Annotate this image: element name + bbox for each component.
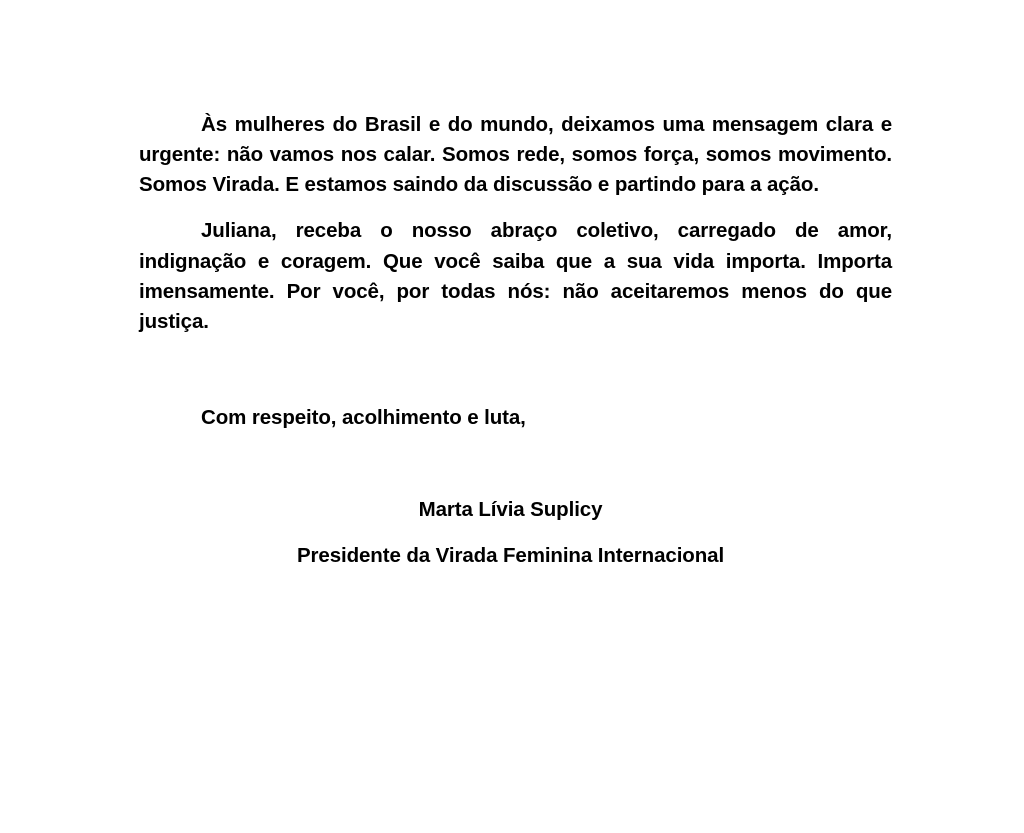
signature-title: Presidente da Virada Feminina Internacional — [296, 544, 725, 568]
paragraph-1: Às mulheres do Brasil e do mundo, deixamos uma mensagem clara e urgente: não vamos nos calar. Somos rede, somos força, somos movimento. Somos Virada. E estamos saindo da discussão e partindo para a ação. — [139, 113, 892, 197]
closing-line: Com respeito, acolhimento e luta, — [201, 405, 526, 429]
signature-name: Marta Lívia Suplicy — [418, 498, 603, 521]
signature-block — [139, 495, 892, 571]
paragraph-2: Juliana, receba o nosso abraço coletivo, carregado de amor, indignação e coragem. Que você saiba que a sua vida importa. Importa imensamente. Por você, por todas nós: não aceitaremos menos do que justiça. — [139, 219, 892, 333]
